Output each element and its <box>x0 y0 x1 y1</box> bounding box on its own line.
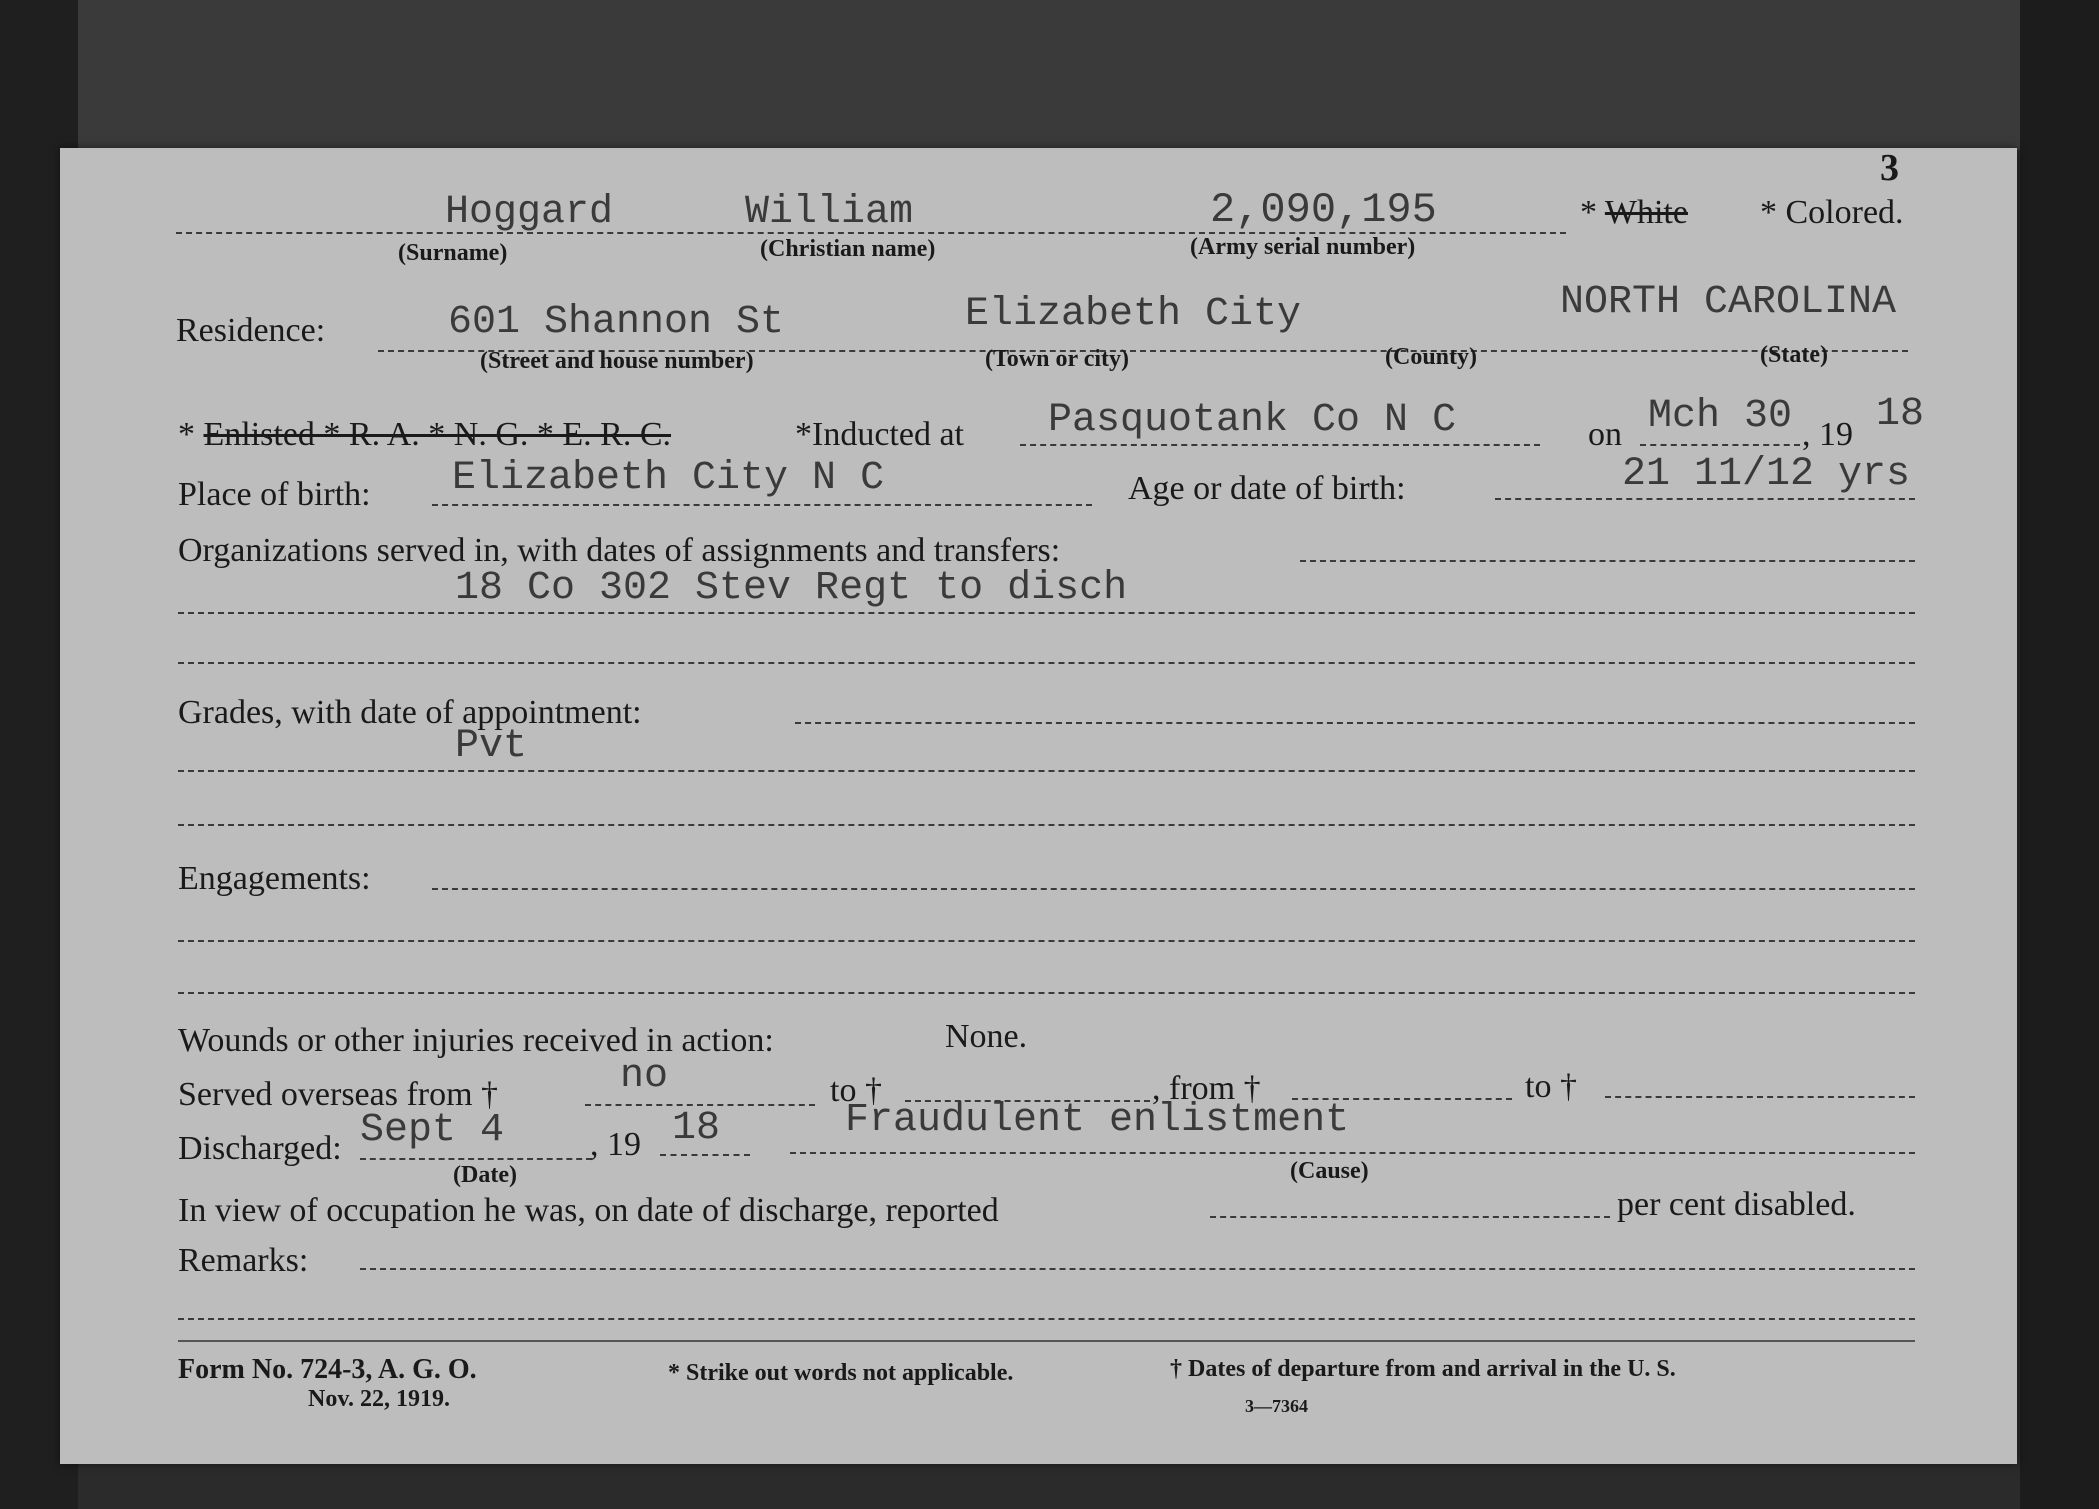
discharge-cause-value: Fraudulent enlistment <box>845 1098 1350 1143</box>
remarks-line-1 <box>360 1268 1915 1270</box>
remarks-label: Remarks: <box>178 1242 309 1279</box>
race-white-struck: White <box>1604 194 1688 231</box>
grades-line-3 <box>178 824 1915 826</box>
residence-town-value: Elizabeth City <box>965 292 1302 337</box>
grades-line-1 <box>795 722 1915 724</box>
surname-value: Hoggard <box>445 190 614 235</box>
organizations-line-3 <box>178 662 1915 664</box>
disability-suffix: per cent disabled. <box>1617 1186 1856 1223</box>
background-right <box>2020 0 2099 1509</box>
overseas-to-label: to † <box>830 1072 882 1109</box>
discharge-date-line <box>360 1158 592 1160</box>
grades-value: Pvt <box>455 724 528 769</box>
engagements-line-1 <box>432 888 1915 890</box>
place-of-birth-label: Place of birth: <box>178 476 371 513</box>
residence-street-value: 601 Shannon St <box>448 300 785 345</box>
overseas-to2-label: to † <box>1525 1068 1577 1105</box>
residence-label: Residence: <box>176 312 326 349</box>
footer-rule <box>178 1340 1915 1342</box>
race-colored-option: * Colored. <box>1760 194 1904 231</box>
discharge-year-prefix: , 19 <box>590 1126 641 1163</box>
grades-line-2 <box>178 770 1915 772</box>
induction-year-prefix: , 19 <box>1802 416 1853 453</box>
christian-name-value: William <box>745 190 914 235</box>
enlisted-options-struck: Enlisted * R. A. * N. G. * E. R. C. <box>203 416 672 453</box>
organizations-line-2 <box>178 612 1915 614</box>
organizations-line-1 <box>1300 560 1915 562</box>
on-label: on <box>1588 416 1622 453</box>
background-top <box>0 0 2099 150</box>
inducted-line <box>1020 444 1540 446</box>
serial-number-value: 2,090,195 <box>1210 186 1437 234</box>
form-number: Form No. 724-3, A. G. O. <box>178 1354 477 1385</box>
caption-discharge-cause: (Cause) <box>1290 1158 1369 1184</box>
disability-line <box>1210 1216 1610 1218</box>
overseas-from2-label: , from † <box>1152 1070 1261 1107</box>
strike-note: * Strike out words not applicable. <box>668 1360 1014 1386</box>
discharge-year-value: 18 <box>672 1106 721 1151</box>
age-value: 21 11/12 yrs <box>1622 452 1911 497</box>
caption-discharge-date: (Date) <box>453 1162 517 1188</box>
overseas-from-label: Served overseas from † <box>178 1076 499 1113</box>
enlisted-options: * Enlisted * R. A. * N. G. * E. R. C. <box>178 416 672 453</box>
discharge-year-line <box>660 1154 750 1156</box>
grades-label: Grades, with date of appointment: <box>178 694 642 731</box>
organizations-label: Organizations served in, with dates of assignments and transfers: <box>178 532 1061 569</box>
engagements-label: Engagements: <box>178 860 371 897</box>
remarks-line-2 <box>178 1318 1915 1320</box>
induction-date-value: Mch 30 <box>1648 394 1793 439</box>
discharge-date-value: Sept 4 <box>360 1108 505 1153</box>
overseas-to2-line <box>1605 1096 1915 1098</box>
caption-state: (State) <box>1760 342 1828 368</box>
age-label: Age or date of birth: <box>1128 470 1406 507</box>
caption-surname: (Surname) <box>398 240 508 266</box>
discharge-cause-line <box>790 1152 1915 1154</box>
disability-label: In view of occupation he was, on date of discharge, reported <box>178 1192 999 1229</box>
service-record-card <box>60 148 2017 1464</box>
discharged-label: Discharged: <box>178 1130 342 1167</box>
print-code: 3—7364 <box>1245 1396 1308 1416</box>
residence-state-value: NORTH CAROLINA <box>1560 280 1897 325</box>
organizations-value: 18 Co 302 Stev Regt to disch <box>455 566 1128 611</box>
wounds-label: Wounds or other injuries received in action: <box>178 1022 774 1059</box>
caption-street: (Street and house number) <box>480 348 754 374</box>
place-of-birth-value: Elizabeth City N C <box>452 456 885 501</box>
race-colored-label: Colored. <box>1785 194 1904 231</box>
dates-note: † Dates of departure from and arrival in the U. S. <box>1170 1356 1676 1382</box>
engagements-line-3 <box>178 992 1915 994</box>
caption-county: (County) <box>1385 344 1478 370</box>
induction-date-line <box>1640 444 1800 446</box>
inducted-at-value: Pasquotank Co N C <box>1048 398 1457 443</box>
age-line <box>1495 498 1915 500</box>
caption-town: (Town or city) <box>985 346 1129 372</box>
wounds-value: None. <box>945 1018 1028 1055</box>
caption-christian-name: (Christian name) <box>760 236 936 262</box>
race-white-option: * White <box>1580 194 1688 231</box>
corner-number: 3 <box>1880 148 1899 189</box>
engagements-line-2 <box>178 940 1915 942</box>
caption-serial-number: (Army serial number) <box>1190 234 1416 260</box>
induction-year-value: 18 <box>1876 392 1925 437</box>
place-of-birth-line <box>432 504 1092 506</box>
form-date: Nov. 22, 1919. <box>308 1386 451 1412</box>
overseas-from-value: no <box>620 1054 669 1099</box>
inducted-label: *Inducted at <box>795 416 964 453</box>
